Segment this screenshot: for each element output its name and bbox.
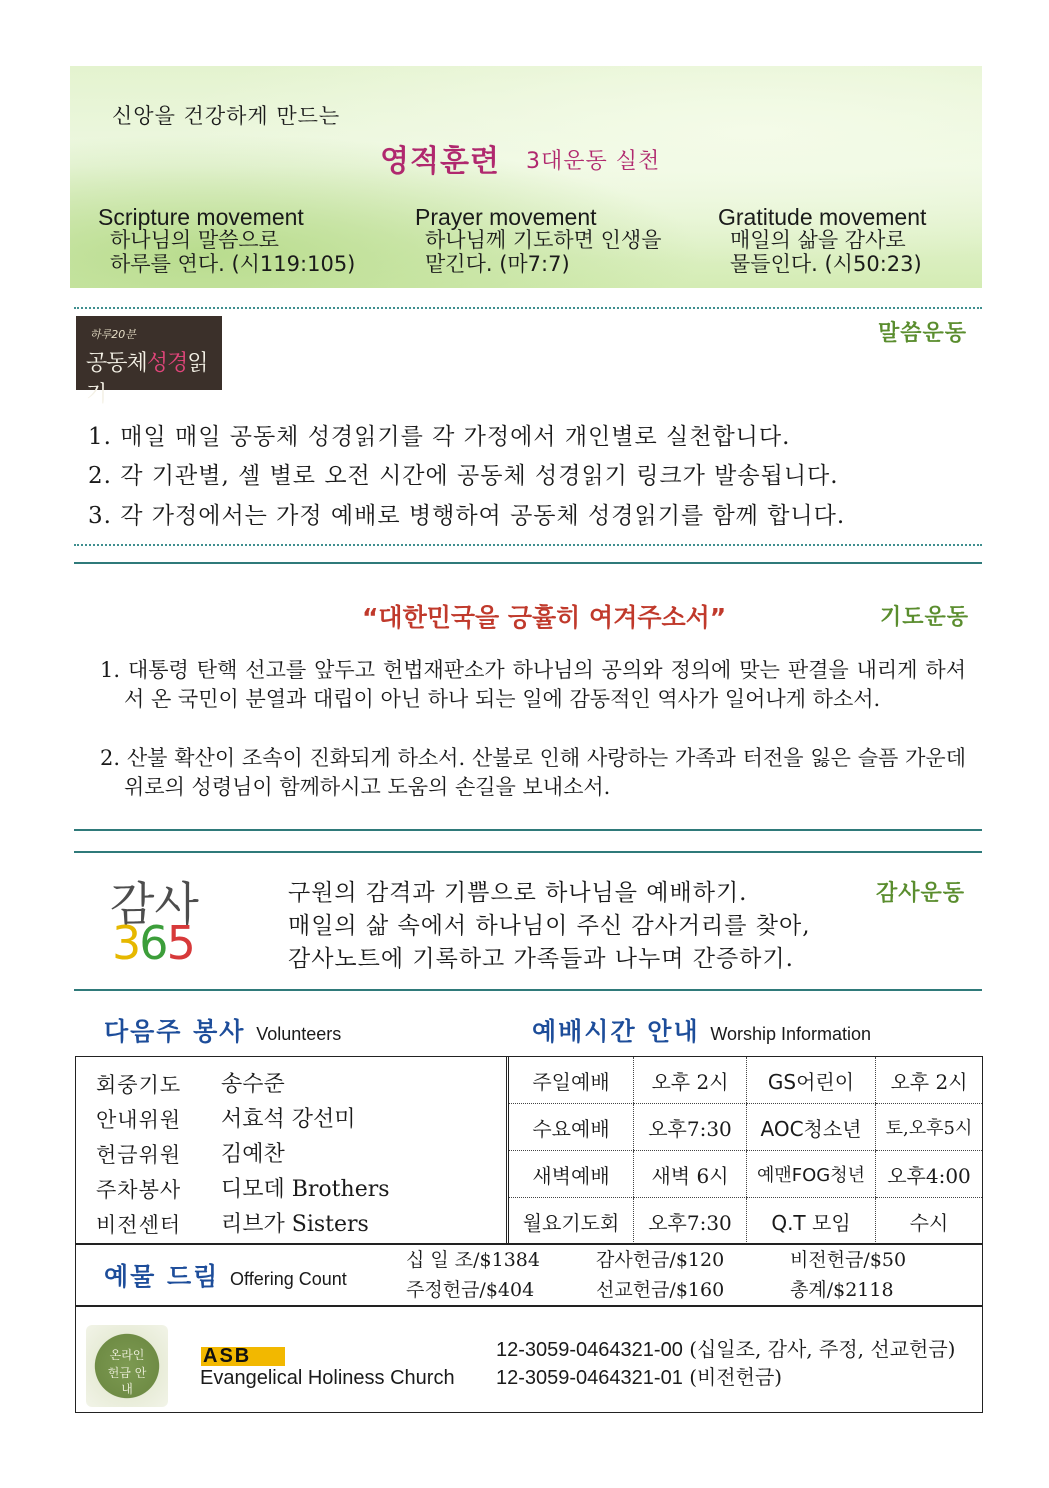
banner [70, 66, 982, 288]
table-cell: 오후7:30 [634, 1104, 747, 1151]
volunteer-name: 송수준 [221, 1072, 285, 1097]
worship-heading: 예배시간 안내 Worship Information [532, 1017, 872, 1046]
scripture-item: 2. 각 기관별, 셀 별로 오전 시간에 공동체 성경읽기 링크가 발송됩니다. [88, 463, 839, 489]
table-cell: 새벽 6시 [634, 1151, 747, 1198]
movement-scripture-name: Scripture movement [98, 204, 304, 230]
table-cell: 월요기도회 [522, 1210, 620, 1235]
seal-text: 헌금 안내 [107, 1366, 147, 1396]
offering-item: 십 일 조/$1384 [406, 1249, 540, 1271]
prayer-item: 2. 산불 확산이 조속이 진화되게 하소서. 산불로 인해 사랑하는 가족과 터전을 잃은 슬픔 가운데 위로의 성령님이 함께하시고 도움의 손길을 보내소서. [100, 746, 966, 799]
divider [74, 851, 982, 853]
gratitude-tag: 감사운동 [876, 881, 966, 906]
table-cell: 수시 [876, 1198, 983, 1245]
table-cell: 새벽예배 [508, 1151, 634, 1198]
volunteer-role: 주차봉사 [96, 1178, 182, 1202]
asb-bank-logo [201, 1347, 285, 1366]
table-cell: 예맨FOG청년 [747, 1151, 876, 1198]
table-row [508, 1198, 983, 1245]
scripture-item: 3. 각 가정에서는 가정 예배로 병행하여 공동체 성경읽기를 함께 합니다. [88, 503, 846, 529]
movement-scripture-text: 하나님의 말씀으로 하루를 연다. (시119:105) [110, 228, 356, 276]
logo-main-text: 공동체성경읽기 [86, 351, 208, 407]
gratitude-line: 매일의 삶 속에서 하나님이 주신 감사거리를 찾아, [288, 913, 811, 939]
volunteers-heading: 다음주 봉사 Volunteers [104, 1017, 342, 1046]
table-row [508, 1057, 983, 1104]
divider [74, 829, 982, 831]
table-cell: Q.T 모임 [747, 1198, 876, 1245]
offering-heading: 예물 드림 Offering Count [104, 1262, 347, 1291]
table-cell: GS어린이 [747, 1057, 876, 1104]
gratitude-logo-number: 365 [112, 916, 194, 970]
bank-logo-text: ASB [203, 1345, 252, 1367]
prayer-item: 1. 대통령 탄핵 선고를 앞두고 헌법재판소가 하나님의 공의와 정의에 맞는 판결을 내리게 하셔서 온 국민이 분열과 대립이 아닌 하나 되는 일에 감동적인 역사가 일어나게 하소서. [100, 658, 966, 711]
church-name: Evangelical Holiness Church [200, 1367, 455, 1389]
banner-title-suffix: 3대운동 실천 [526, 149, 661, 174]
volunteer-name: 리브가 Sisters [221, 1212, 369, 1237]
table-cell: 오후7:30 [634, 1198, 747, 1245]
offering-item: 감사헌금/$120 [596, 1249, 725, 1271]
logo-small-text: 하루20분 [90, 328, 136, 341]
offering-item: 주정헌금/$404 [406, 1279, 535, 1301]
online-offering-seal [86, 1325, 168, 1407]
gratitude-line: 감사노트에 기록하고 가족들과 나누며 간증하기. [288, 946, 794, 972]
volunteer-role: 회중기도 [96, 1073, 182, 1097]
volunteer-role: 헌금위원 [96, 1143, 182, 1167]
worship-table [506, 1057, 982, 1244]
table-row [508, 1104, 983, 1151]
table-cell: 주일예배 [508, 1057, 634, 1104]
banner-subtitle: 신앙을 건강하게 만드는 [112, 104, 341, 128]
table-cell: AOC청소년 [747, 1104, 876, 1151]
volunteer-name: 김예찬 [221, 1142, 285, 1167]
prayer-tag: 기도운동 [880, 605, 970, 630]
divider [74, 562, 982, 564]
seal-text: 온라인 [109, 1348, 145, 1362]
divider [76, 1305, 982, 1307]
table-cell: 오후4:00 [876, 1151, 983, 1198]
offering-item: 비전헌금/$50 [790, 1249, 907, 1271]
bible-reading-logo [76, 316, 222, 407]
account-line: 12-3059-0464321-00 (십일조, 감사, 주정, 선교헌금) [496, 1337, 956, 1361]
movement-gratitude-name: Gratitude movement [718, 204, 927, 230]
movement-gratitude-text: 매일의 삶을 감사로 물들인다. (시50:23) [730, 228, 922, 276]
table-cell: 수요예배 [508, 1104, 634, 1151]
banner-title: 영적훈련 [380, 144, 500, 179]
account-line: 12-3059-0464321-01 (비전헌금) [496, 1365, 783, 1389]
divider [74, 989, 982, 991]
gratitude-line: 구원의 감격과 기쁨으로 하나님을 예배하기. [288, 880, 748, 906]
volunteer-name: 서효석 강선미 [221, 1107, 356, 1132]
table-cell: 오후 2시 [634, 1057, 747, 1104]
info-box [75, 1056, 983, 1413]
offering-item: 총계/$2118 [790, 1279, 894, 1301]
prayer-title: “대한민국을 긍휼히 여겨주소서” [362, 603, 727, 632]
movement-prayer-name: Prayer movement [415, 204, 597, 230]
table-cell: 토,오후5시 [876, 1104, 983, 1151]
volunteer-role: 안내위원 [96, 1108, 182, 1132]
table-cell: 오후 2시 [876, 1057, 983, 1104]
scripture-item: 1. 매일 매일 공동체 성경읽기를 각 가정에서 개인별로 실천합니다. [88, 424, 791, 450]
volunteer-name: 디모데 Brothers [221, 1177, 390, 1202]
scripture-tag: 말씀운동 [878, 321, 968, 346]
divider [74, 544, 982, 546]
table-row [508, 1151, 983, 1198]
volunteer-role: 비전센터 [96, 1213, 182, 1237]
gratitude-logo-word: 감사 [110, 877, 199, 931]
movement-prayer-text: 하나님께 기도하면 인생을 맡긴다. (마7:7) [425, 228, 662, 276]
offering-item: 선교헌금/$160 [596, 1279, 725, 1301]
divider [74, 307, 982, 309]
